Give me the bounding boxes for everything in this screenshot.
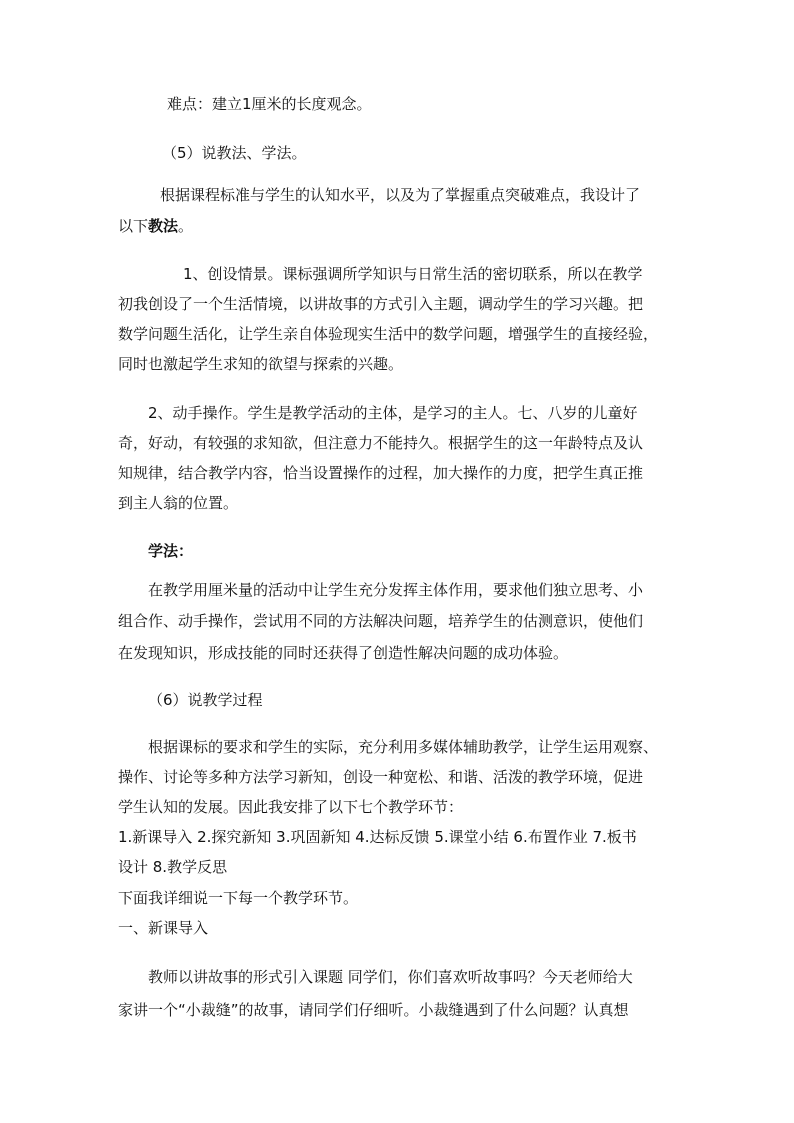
paragraph-line: 操作、讨论等多种方法学习新知，创设一种宽松、和谐、活泼的教学环境，促进 bbox=[118, 768, 644, 786]
section-heading: （5）说教法、学法。 bbox=[162, 144, 307, 162]
paragraph-line: 在发现知识，形成技能的同时还获得了创造性解决问题的成功体验。 bbox=[118, 644, 569, 662]
paragraph-line: 同时也激起学生求知的欲望与探索的兴趣。 bbox=[118, 355, 404, 373]
paragraph-line: 下面我详细说一下每一个教学环节。 bbox=[118, 889, 359, 907]
section-heading: 一、新课导入 bbox=[118, 919, 209, 937]
paragraph-line: 设计 8.教学反思 bbox=[118, 858, 228, 876]
paragraph-line: 1、创设情景。课标强调所学知识与日常生活的密切联系，所以在教学 bbox=[183, 265, 643, 283]
section-heading: 学法： bbox=[148, 542, 194, 560]
paragraph-line: 知规律，结合教学内容，恰当设置操作的过程，加大操作的力度，把学生真正推 bbox=[118, 464, 644, 482]
paragraph-line: 到主人翁的位置。 bbox=[118, 494, 239, 512]
paragraph-line: 组合作、动手操作，尝试用不同的方法解决问题，培养学生的估测意识，使他们 bbox=[118, 612, 644, 630]
paragraph-line: 教师以讲故事的形式引入课题 同学们，你们喜欢听故事吗？今天老师给大 bbox=[148, 968, 633, 986]
paragraph-line: 在教学用厘米量的活动中让学生充分发挥主体作用，要求他们独立思考、小 bbox=[148, 581, 644, 599]
section-heading: （6）说教学过程 bbox=[148, 691, 263, 709]
paragraph-line: 1.新课导入 2.探究新知 3.巩固新知 4.达标反馈 5.课堂小结 6.布置作业 7.板书 bbox=[118, 828, 637, 846]
paragraph-line bbox=[118, 216, 193, 236]
bold-term: 教法 bbox=[148, 217, 179, 235]
paragraph-line: 数学问题生活化，让学生亲自体验现实生活中的数学问题，增强学生的直接经验， bbox=[118, 325, 659, 343]
paragraph-line: 奇，好动，有较强的求知欲，但注意力不能持久。根据学生的这一年龄特点及认 bbox=[118, 434, 644, 452]
paragraph-line: 根据课标的要求和学生的实际，充分利用多媒体辅助教学，让学生运用观察、 bbox=[148, 738, 659, 756]
paragraph-line: 家讲一个“小裁缝”的故事，请同学们仔细听。小裁缝遇到了什么问题？认真想 bbox=[118, 1001, 629, 1019]
paragraph-line: 根据课程标准与学生的认知水平，以及为了掌握重点突破难点，我设计了 bbox=[160, 186, 641, 204]
text-span: 以下 bbox=[118, 217, 149, 235]
paragraph-line: 初我创设了一个生活情境，以讲故事的方式引入主题，调动学生的学习兴趣。把 bbox=[118, 295, 644, 313]
paragraph-line: 2、动手操作。学生是教学活动的主体，是学习的主人。七、八岁的儿童好 bbox=[148, 404, 638, 422]
paragraph-line: 学生认知的发展。因此我安排了以下七个教学环节： bbox=[118, 798, 464, 816]
paragraph-line: 难点：建立1厘米的长度观念。 bbox=[167, 95, 372, 113]
text-span: 。 bbox=[178, 217, 194, 235]
